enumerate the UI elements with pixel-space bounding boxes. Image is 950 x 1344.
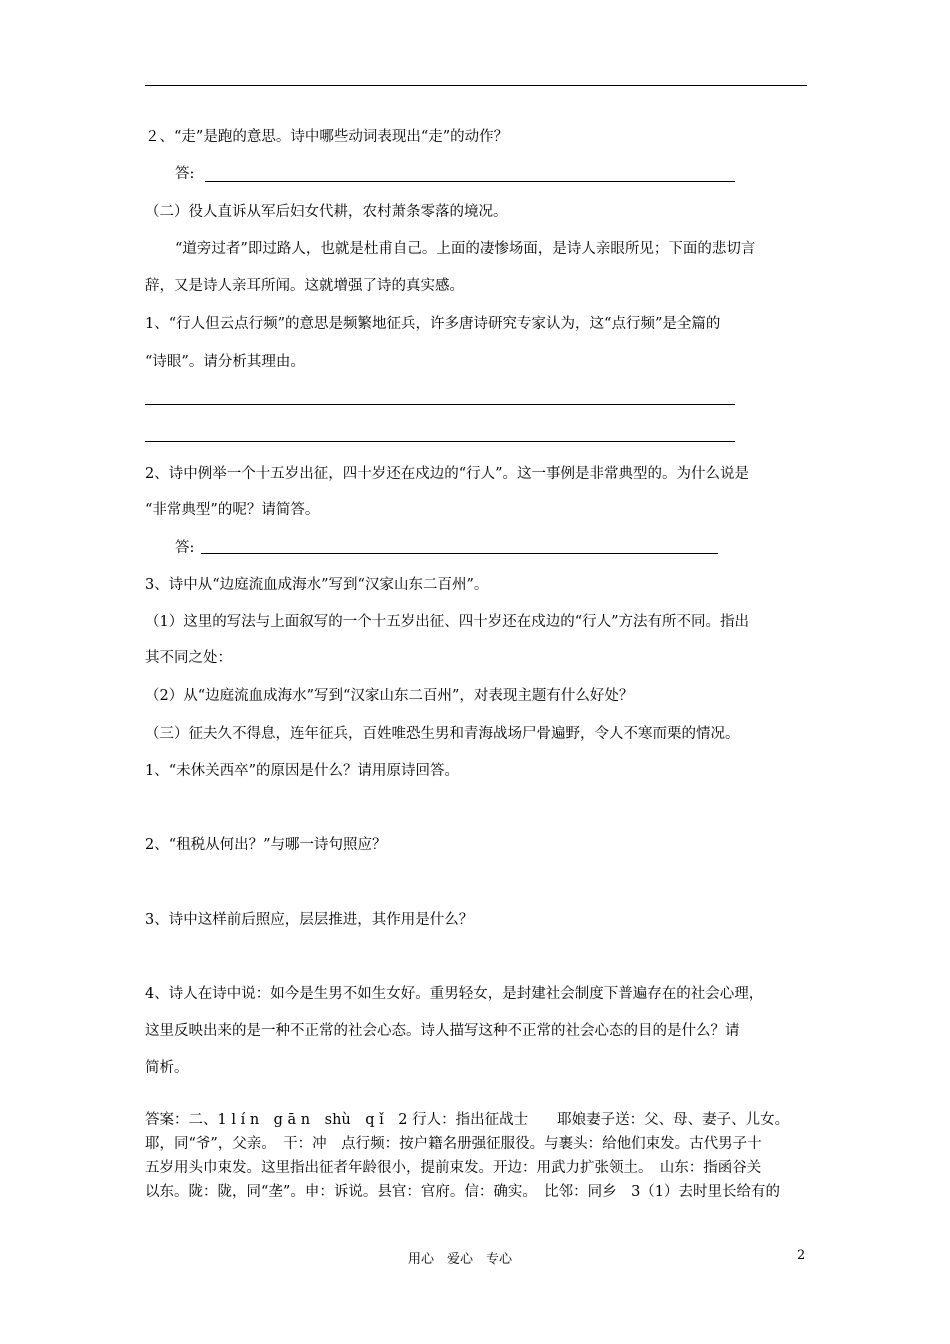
answer-blank-line[interactable] [205,181,735,182]
top-rule [145,85,807,86]
s2-question-2-line-1: 2、诗中例举一个十五岁出征，四十岁还在戍边的“行人”。这一事例是非常典型的。为什么说是 [145,466,750,482]
section-3-heading: （三）征夫久不得息，连年征兵，百姓唯恐生男和青海战场尸骨遍野，令人不寒而栗的情况。 [145,726,740,742]
s3-question-2: 2、“租税从何出？”与哪一诗句照应？ [145,837,387,853]
answer-key [145,1108,810,1204]
s3-question-4-line-2: 这里反映出来的是一种不正常的社会心态。诗人描写这种不正常的社会心态的目的是什么？请 [145,1023,740,1039]
s2-question-1-line-2: “诗眼”。请分析其理由。 [145,354,305,370]
answer-blank-line[interactable] [201,553,718,554]
answer-key-line-2: 耶，同“爷”，父亲。 干：冲 点行频：按户籍名册强征服役。与裹头：给他们束发。古代男子十 [145,1136,762,1152]
footer-slogan: 用心 爱心 专心 [408,1252,513,1267]
intro-paragraph-line-2: 辞，又是诗人亲耳所闻。这就增强了诗的真实感。 [145,278,464,294]
page-number: 2 [797,1248,806,1263]
intro-paragraph-line-1: “道旁过者”即过路人，也就是杜甫自己。上面的凄惨场面，是诗人亲眼所见；下面的悲切言 [175,241,756,257]
s2-question-3-1-line-2: 其不同之处： [145,650,232,666]
s2-question-3: 3、诗中从“边庭流血成海水”写到“汉家山东二百州”。 [145,577,489,593]
answer-label: 答: [175,166,195,182]
s3-question-4-line-1: 4、诗人在诗中说：如今是生男不如生女好。重男轻女，是封建社会制度下普遍存在的社会心理， [145,986,764,1002]
answer-blank-line[interactable] [145,441,735,442]
s2-question-2-line-2: “非常典型”的呢？请简答。 [145,502,320,518]
answer-label: 答: [175,540,195,556]
answer-key-line-4: 以东。陇：陇，同“垄”。申：诉说。县官：官府。信：确实。 比邻：同乡 3（1）去时里长给有的 [145,1184,781,1200]
answer-blank-line[interactable] [145,404,735,405]
answer-key-line-1: 答案：二、1 l í n g ā n shù q ǐ 2 行人：指出征战士 耶娘妻子送：父、母、妻子、儿女。 [145,1112,790,1128]
question-2-walk: ２、“走”是跑的意思。诗中哪些动词表现出“走”的动作？ [145,129,509,145]
s3-question-3: 3、诗中这样前后照应，层层推进，其作用是什么？ [145,912,474,928]
section-2-heading: （二）役人直诉从军后妇女代耕，农村萧条零落的境况。 [145,204,508,220]
s2-question-3-1-line-1: （1）这里的写法与上面叙写的一个十五岁出征、四十岁还在戍边的“行人”方法有所不同。指出 [145,614,750,630]
s2-question-1-line-1: 1、“行人但云点行频”的意思是频繁地征兵，许多唐诗研究专家认为，这“点行频”是全篇的 [145,316,721,332]
s2-question-3-2: （2）从“边庭流血成海水”写到“汉家山东二百州”，对表现主题有什么好处？ [145,688,634,704]
s3-question-1: 1、“未休关西卒”的原因是什么？请用原诗回答。 [145,763,460,779]
answer-key-line-3: 五岁用头巾束发。这里指出征者年龄很小，提前束发。开边：用武力扩张领土。 山东：指函谷关 [145,1160,762,1176]
s3-question-4-line-3: 简析。 [145,1060,189,1076]
